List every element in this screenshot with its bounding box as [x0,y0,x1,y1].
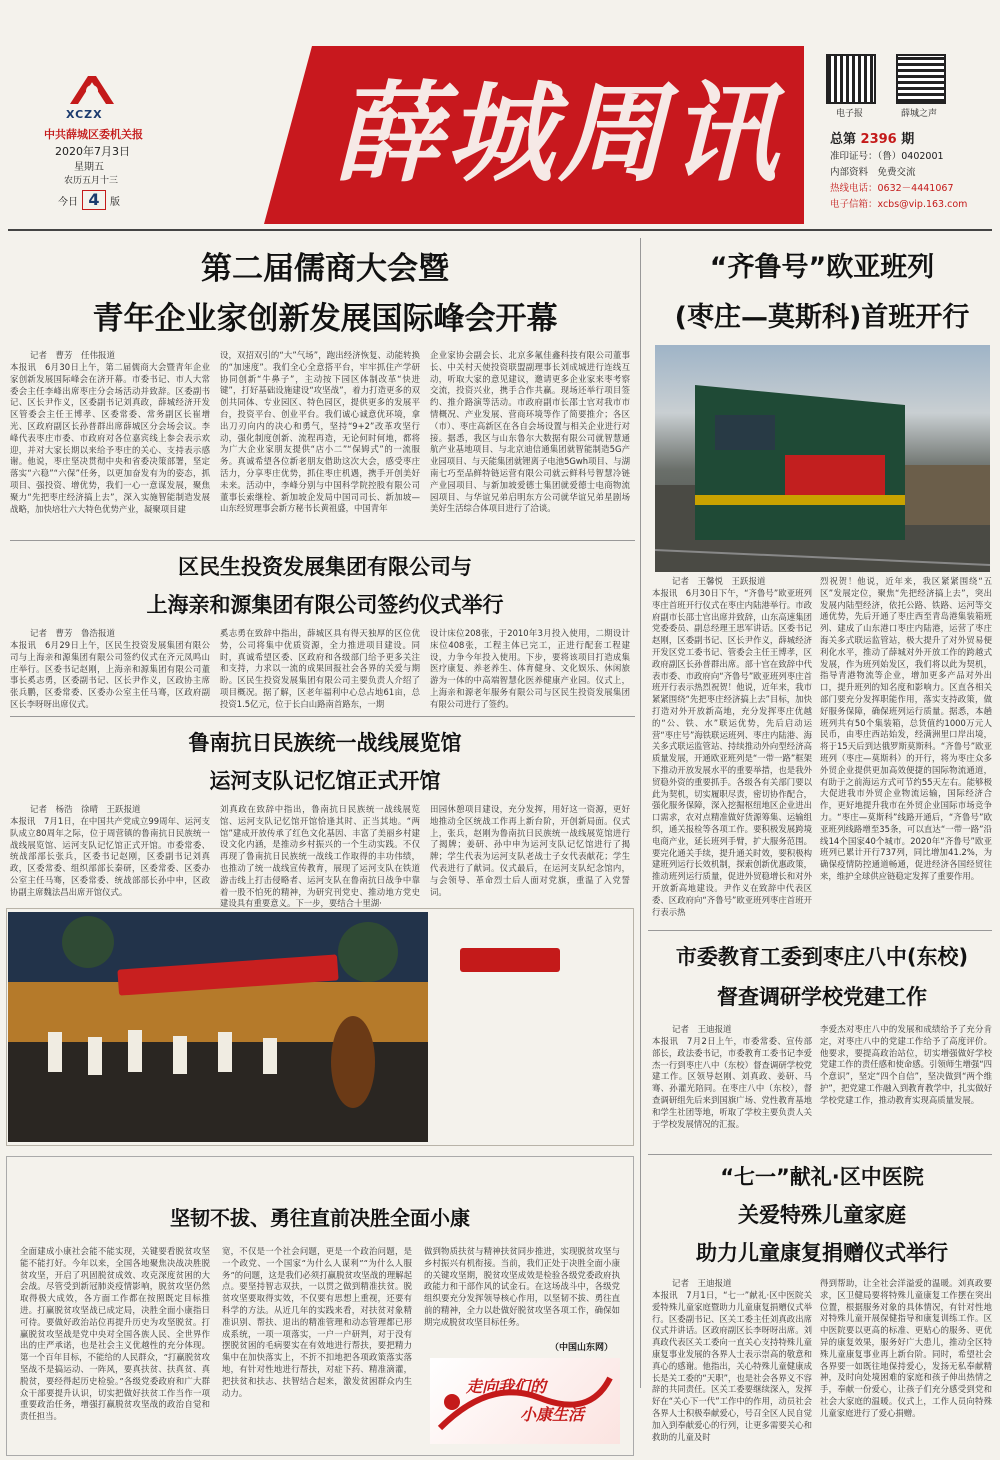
article3-col1: 本报讯 6月29日上午，区民生投资发展集团有限公司与上海亲和源集团有限公司签约仪式在齐元凤鸣山庄举行。区委书记赵刚，上海亲和源集团有限公司董事长奚志勇，区委副书记、区长尹作义，区政协主席张兵鹏，区委常委、区委办公室主任马骞，区政府副区长李呀呀出席仪式。 [10,640,210,709]
logo-text: XCZX [66,108,103,121]
train-photo [655,345,990,572]
article4-title-line1: 鲁南抗日民族统一战线展览馆 [188,731,462,755]
issue-number [830,128,914,147]
article3-title-line1: 区民生投资发展集团有限公司与 [178,555,472,579]
editorial-source: （中国山东网） [550,1343,614,1353]
rule-a2 [648,930,992,931]
article4-col1: 本报讯 7月1日，在中国共产党成立99周年、运河支队成立80周年之际，位于周营镇的鲁南抗日民族统一战线展览馆、运河支队记忆馆正式开馆。市委常委、统战部部长张兵，区委书记赵刚，区委副书记刘真政，区委常委、组织部部长秦研，区委常委、区委办公室主任马骞，区委常委、统战部部长孙中申，区政协副主席魏法昌出席开馆仪式。 [10,816,210,897]
slogan-line1: 走向我们的 [466,1377,547,1396]
newspaper-title: 薛城周讯 [334,71,783,197]
article5-byline: 记者 王迪报道 [672,1025,732,1035]
article3-col2: 奚志勇在致辞中指出，薛城区具有得天独厚的区位优势，公司将集中优质资源，全力推进项目建设。同时，真诚希望区委、区政府和各级部门给予更多关注和支持，力求以一流的成果回报社会各界的关爱与期盼。区民生投资发展集团有限公司主要负责人介绍了项目概况。据了解，区老年福利中心总占地61亩，总投资1.5亿元，位于长白山路南首路东，一期 [220,628,420,709]
editorial-col1: 全面建成小康社会能不能实现，关键要看脱贫攻坚能不能打好。今年以来，全国各地聚焦决战决胜脱贫攻坚，开启了巩固脱贫成效、攻克深度贫困的大会战。尽管受到新冠肺炎疫情影响，脱贫攻坚仍然取得极大成效，各方面工作都在按照既定目标推进。打赢脱贫攻坚战已成定局，决胜全面小康指日可待。要做好政治站位再提升历史为攻坚脱贫。打赢脱贫攻坚战是党中央对全国各族人民、全世界作出的庄严承诺，也是社会主义优越性的充分体现。第一个百年目标，不能给的人民群众，“打赢脱贫攻坚战不是搞运动、一阵风，要真扶贫、扶真贫、真脱贫，要经得起历史检验。”各级党委政府和广大群众干部要提升认识，切实把做好扶贫工作当作一项重要政治任务，增强打赢脱贫攻坚战的政治自觉和责任担当。 [20,1246,210,1422]
article1-byline: 记者 曹芳 任伟报道 [30,351,116,361]
photo-caption-text [438,1068,628,1140]
article1-col1: 本报讯 6月30日上午，第二届儒商大会暨青年企业家创新发展国际峰会在济开幕。市委书记、市人大常委会主任李峰出席枣庄分会场活动并致辞。区委副书记、区长尹作义，区委副书记刘真政，薛城经济开发区管委会主任王博孝、区委常委、常务副区长崔增光、区政府副区长孙普群出席薛城区分会场会议。李峰代表枣庄市委、市政府对各位嘉宾线上参会表示欢迎，并对大家长期以来给予枣庄的关心、支持表示感谢。他说，枣庄坚决贯彻中央和省委决策部署，坚定落实“六稳”“六保”任务，以更加奋发有为的姿态，抓项目、强投资、增优势，我们一心一意谋发展，聚焦聚力“先把枣庄经济搞上去”，深入实施智能制造发展战略，加快培壮六大特色优势产业，凝聚项目建 [10,362,210,514]
band-photo [8,912,428,1142]
article6-byline: 记者 王迪报道 [672,1279,732,1289]
rule-a1 [10,540,635,541]
qr2-label: 薛城之声 [901,109,938,119]
article5-title-line2: 督查调研学校党建工作 [717,985,927,1009]
article2-col1: 本报讯 6月30日下午，“齐鲁号”欧亚班列枣庄首班开行仪式在枣庄内陆港举行。市政府副市长邵士官出席并致辞，山东高速集团党委委员、副总经理王思军讲话。区委书记赵刚，区委副书记、区长尹作义，薛城经济开发区党工委书记、管委会主任王博孝，区政府副区长孙普群出席。部十官在致辞中代表市委、市政府向“齐鲁号”欧亚班列枣庄首班开行表示热烈祝贺！他说，近年来，我市紧紧围绕“先把枣庄经济搞上去”目标，加快打造对外开放新高地，充分发挥枣庄优越的“公、铁、水”联运优势，先后启动运营“枣庄号”海铁联运班列、枣庄内陆港、海关多式联运监管站、持续推动外向型经济高质量发展，开通欧亚班列是“一带一路”框架下推动开放发展水平的重要举措，也是我外贸稳外资的重要抓手。各级各有关部门要以此为契机，切实履职尽责，密切协作配合，强化服务保障，深入挖掘枢纽地区企业进出口需求，农对点精准做好货源筹集、运输组织，通关报检等各项工作。要积极发展跨境电商产业，延长班列手臂，扩大服务范围。要完化通关手续，提升通关时效，要积极构建班列运行长效机制，探索创新优惠政策，推动班列运行质量，促进外贸稳增长和对外开放新高地建设。尹作义在致辞中代表区委、区政府向“齐鲁号”欧亚班列枣庄首班开行表示热 [652,588,812,917]
article6-col1: 本报讯 7月1日，“七一”献礼·区中医院关爱特殊儿童家庭暨助力儿童康复捐赠仪式举行。区委副书记、区关工委主任刘真政出席仪式并讲话。区政府副区长李呀呀出席。刘真政代表区关工委向一直关心支持特殊儿童康复事业发展的各界人士表示崇高的敬意和真心的感谢。他指出，关心特殊儿童健康成长是关工委的“天职”，也是社会各界义不容辞的共同责任。区关工委要继续深入，发挥好在“关心下一代”工作中的作用，动员社会各界人士积极奉献爱心，号召全区人民自觉加入到奉献爱心的行列，让更多需要关心和救助的儿童及时 [652,1290,812,1442]
article5-title-line1: 市委教育工委到枣庄八中(东校) [675,945,969,969]
issue-prefix: 总第 [830,132,857,147]
rule-a5 [648,1154,992,1155]
editorial-title: 坚韧不拔、勇往直前决胜全面小康 [170,1206,470,1230]
article4-col3: 田园休憩项目建设，充分发挥，用好这一资源，更好地推动全区统战工作再上新台阶，开创新局面。仪式上，张兵，赵刚为鲁南抗日民族统一战线展览馆进行了揭牌；姜研、孙中申为运河支队记忆馆进行了揭牌；学生代表为运河支队老战士子女代表献花；学生代表进行了献词。仪式最后，在运河支队纪念馆内，与会领导、革命烈士后人面对党旗，重温了入党誓词。 [430,804,630,897]
today-label: 今日 [58,196,78,208]
license-number: 准印证号：（鲁）0402001 [830,151,944,162]
slogan-line2: 小康生活 [520,1405,585,1424]
article2-title-line2: (枣庄—莫斯科)首班开行 [674,302,970,333]
article3-byline: 记者 曹芳 鲁浩报道 [30,629,116,639]
masthead-rule [8,229,992,231]
article4-title-line2: 运河支队记忆馆正式开馆 [209,769,441,793]
article1-col2: 设，双招双引的“大”气场”，跑出经济恢复、动能转换的“加速度”。我们全心全意搭平台，牢牢抓住产学研协同创新“牛鼻子”，主动按下园区体制改革“快进键”，打好基础设施建设“攻坚战”，着力打造更多的双创共同体、专业园区、特色园区，提供更多的发展平台，投资平台、创业平台。我们诚心诚意优环境，拿出刀刃向内的决心和勇气，坚持“9+2”改革攻坚行动，强化制度创新、流程再造，无论何时何地，都将为广大企业家朋友提供“店小二”“保姆式”的一流服务。真诚希望各位新老朋友借助这次大会，感受枣庄活力，分享枣庄优势，抓住枣庄机遇，携手开创美好未来。活动中，李峰分别与中国科学院控股有限公司董事长索继栓、新加坡企发局中国司司长、新加坡—山东经贸理事会新方秘书长黄祖盛，中国青年 [220,350,420,514]
article4-col2: 刘真政在致辞中指出，鲁南抗日民族统一战线展览馆、运河支队记忆馆开馆恰逢其时、正当其地。“两馆”建成开放传承了红色文化基因、丰富了美丽乡村建设文化内涵，是推动乡村振兴的一个生动实践。不仅再现了鲁南抗日民族统一战线工作取得的丰功伟绩，也推动了统一战线宣传教育，展现了运河支队在铁道游击线上打击侵略者、运河支队在鲁南抗日战争中靠着一股不怕死的精神，为研究刊党史、推动地方党史建设具有重要意义。下一步，要结合十里湖· [220,804,420,909]
page-count-number: 4 [82,190,106,210]
article6-title-line1: “七一”献礼·区中医院 [720,1165,924,1189]
article1-title-line1: 第二届儒商大会暨 [201,251,449,287]
qr1-label: 电子报 [836,109,864,119]
page-count [58,190,120,210]
issue-value: 2396 [860,132,897,147]
editorial-col2: 宽，不仅是一个社会问题，更是一个政治问题，是一个政党、一个国家“为什么人谋利”“为什么人服务”的问题，这是我们必须打赢脱贫攻坚战的理解起点。要坚持智志双扶，一以贯之做到精准扶贫。脱贫攻坚要取得实效，不仅要有思想上重视，还要有科学的方法。从近几年的实践来看，对扶贫对象精准识别、帮扶、退出的精准管理和动态管理都已形成系统，一项一项落实，一户一户研判，对于没有摆脱贫困的毛病要实在有效地进行帮扶，要把精力集中在加快落实上，不折不扣地把各项政策落实落地，有针对性地进行帮扶，对症下药、精准滴灌，把扶贫和扶志、扶智结合起来，激发贫困群众内生动力。 [222,1246,412,1398]
rule-a3 [10,716,635,717]
article1-title-line2: 青年企业家创新发展国际峰会开幕 [92,301,558,337]
article5-col2: 李爱杰对枣庄八中的发展和成绩给予了充分肯定，对枣庄八中的党建工作给予了高度评价。他要求，要提高政治站位，切实增强做好学校党建工作的责任感和使命感。引领师生增强“四个意识”，坚定“四个自信”，坚决做到“两个维护”，把党建工作融入到教育教学中，扎实做好学校党建工作，推动教育实现高质量发展。 [820,1024,992,1105]
issue-suffix: 期 [901,132,915,147]
column-divider [640,238,641,1388]
slogan-graphic [430,1358,620,1444]
article3-title-line2: 上海亲和源集团有限公司签约仪式举行 [146,593,504,617]
section-label [460,948,560,972]
article6-col2: 得到帮助，让全社会洋溢爱的温暖。刘真政要求，区卫健局要将特殊儿童康复工作摆在突出位置，根据服务对象的具体情况，有针对性地对特殊儿童开展保健指导和康复训练工作。区中医院要以更高的标准、更贴心的服务、更优异的康复效果，服务好广大患儿，推动全区特殊儿童康复事业再上新台阶。同时，希望社会各界要一如既往地保持爱心，发扬无私奉献精神，及时向处境困难的家庭和孩子伸出热情之手，奉献一份爱心，让孩子们充分感受到党和社会大家庭的温暖。仪式上，工作人员向特殊儿童家庭进行了爱心捐赠。 [820,1278,992,1418]
article2-title-line1: “齐鲁号”欧亚班列 [709,252,935,283]
weekday: 星期五 [74,162,104,173]
qr-code-epaper[interactable] [826,54,876,104]
issue-date: 2020年7月3日 [55,145,130,158]
qr-code-voice[interactable] [896,54,946,104]
editorial-col3: 做到物质扶贫与精神扶贫同步推进，实现脱贫攻坚与乡村振兴有机衔接。当前，我们正处于决胜全面小康的关键攻坚期，脱贫攻坚成效是检验各级党委政府执政能力和干部作风的试金石。在这场战斗中，各级党组织要充分发挥领导核心作用，以坚韧不拔、勇往直前的精神，全力以赴做好脱贫攻坚各项工作，确保如期完成脱贫攻坚目标任务。 [424,1246,620,1327]
hotline: 热线电话：0632－4441067 [830,183,954,194]
article2-byline: 记者 王馨悦 王跃报道 [672,577,766,587]
lunar-date: 农历五月十三 [64,176,119,186]
internal-note: 内部资料 免费交流 [830,167,916,178]
email[interactable]: 电子信箱：xcbs@vip.163.com [830,199,968,210]
page-suffix: 版 [110,196,120,208]
article6-title-line2: 关爱特殊儿童家庭 [738,1203,906,1227]
article1-col3: 企业家协会副会长、北京多氟佳鑫科技有限公司董事长、中关村天使投资联盟副理事长刘成城进行连线互动，听取大家的意见建议，邀请更多企业家来枣考察交流，投资兴业，携手合作共赢。现场还举行项目签约、推介路演等活动。市政府副市长邵士官对我市市情概况、产业发展、营商环境等作了简要推介；各区（市）、枣庄高新区在各自会场设置与相关企业进行对接。据悉，我区与山东鲁尔大数据有限公司就智慧通航产业基地项目、与北京迪信通集团就智能制造5G产业园项目、与天能集团就锂离子电池5Gwh项目、与湖南七巧至品鲜特链运营有限公司就云鲜科号智慧冷链产业园项目、与新加坡爱德士集团就爱德士电商物流园项目、与华谊兄弟启明东方公司就华谊兄弟星剧场美好生活综合体项目进行了洽谈。 [430,350,630,514]
article3-col3: 设计床位208张，于2010年3月投入使用，二期设计床位408张，工程主体已完工，正进行配套工程建设，力争今年投入使用。下步，要将该项目打造成集医疗康复、养老养生、体育健身、文化娱乐、休闲旅游为一体的中高端智慧化医养健康产业园。仪式上，上海亲和源老年服务有限公司与区民生投资发展集团有限公司进行了签约。 [430,628,630,709]
title-banner [264,42,804,224]
article2-col2: 烈祝贺！他说，近年来，我区紧紧围绕“五区”发展定位，聚焦“先把经济搞上去”，突出发展内陆型经济，依托公路、铁路、运河等交通优势，先后开通了枣庄西至青岛港集装箱班列、建成了山东港口枣庄内陆港，运营了枣庄海关多式联运监管站，极大提升了对外贸易便利化水平，推动了薛城对外开放工作的跨越式发展，作为班列始发区，我们将以此为契机，指导青港物流等企业，增加更多产品对外出口，提升班列的知名度和影响力。区直各相关部门要充分发挥职能作用，落实支持政策，做好服务保障，确保班列运行质量。据悉，本趟班列共有50个集装箱，总货值约1000万元人民币，由枣庄西站始发，经满洲里口岸出境，将于15天后到达俄罗斯莫斯科。“齐鲁号”欧亚班列（枣庄—莫斯科）的开行，将为枣庄众多外贸企业提供更加高效便捷的国际物流通道，有助于之前海运方式可节约55天左右。能够极大促进我市外贸企业物流运输，国际经济合作，更好地提升我市在外贸企业国际市场竞争力。“枣庄—莫斯科”线路开通后，“齐鲁号”欧亚班列线路增至35条，可以直达“一带一路”沿线14个国家40个城市。2020年“齐鲁号”欧亚班列已累计开行737列，同比增加41.2%，为确保疫情防控通道畅通，促进经济各国经贸往来，维护全球供应链稳定发挥了重要作用。 [820,576,992,881]
article5-col1: 本报讯 7月2日上午，市委常委、宣传部部长，政法委书记，市委教育工委书记李爱杰一行到枣庄八中（东校）督查调研学校党建工作。区领导赵刚、刘真政、姜研、马骞、孙灌光陪同。在枣庄八中（东校），督查调研组先后来到国旗广场、党性教育基地和学生社团等地，听取了学校主要负责人关于学校发展情况的汇报。 [652,1036,812,1129]
article4-byline: 记者 杨浩 徐晴 王跃报道 [30,805,141,815]
publisher: 中共薛城区委机关报 [44,128,143,141]
article6-title-line3: 助力儿童康复捐赠仪式举行 [696,1241,948,1265]
